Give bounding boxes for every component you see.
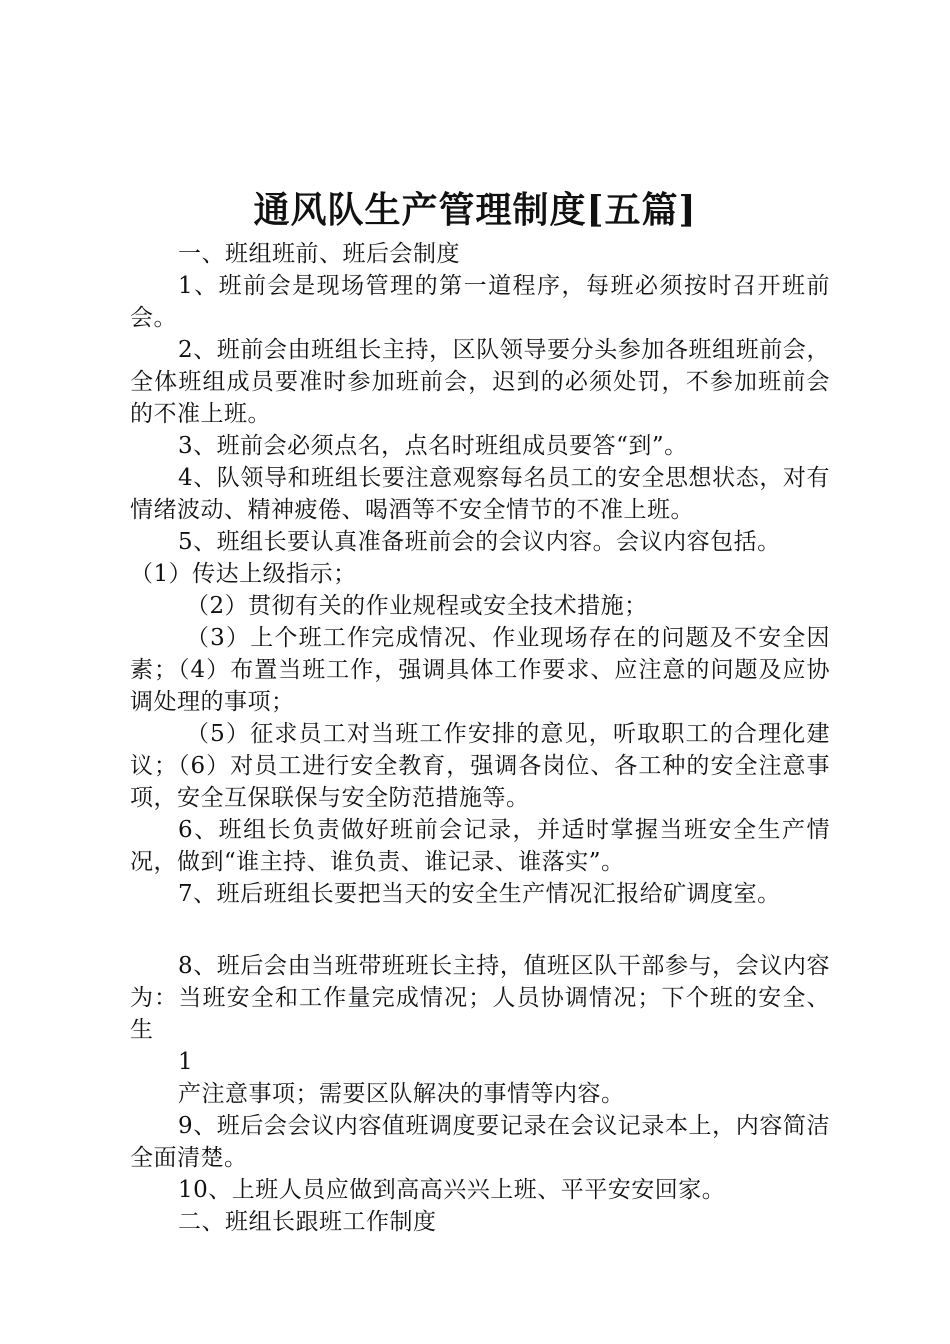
paragraph-1: 1、班前会是现场管理的第一道程序，每班必须按时召开班前会。	[130, 273, 830, 331]
blank-gap	[130, 910, 830, 950]
paragraph-9: 9、班后会会议内容值班调度要记录在会议记录本上，内容简洁全面清楚。	[130, 1113, 830, 1171]
paragraph-2: 2、班前会由班组长主持，区队领导要分头参加各班组班前会，全体班组成员要准时参加班前会，迟到的必须处罚，不参加班前会的不准上班。	[130, 337, 830, 427]
section-heading-1: 一、班组班前、班后会制度	[178, 241, 460, 267]
list-item-5-6: （5）征求员工对当班工作安排的意见，听取职工的合理化建议；（6）对员工进行安全教育，强调各岗位、各工种的安全注意事项，安全互保联保与安全防范措施等。	[130, 721, 830, 811]
document-title: 通风队生产管理制度[五篇]	[253, 189, 697, 231]
section-heading-2: 二、班组长跟班工作制度	[178, 1209, 437, 1235]
paragraph-3: 3、班前会必须点名，点名时班组成员要答“到”。	[178, 433, 688, 459]
paragraph-10: 10、上班人员应做到高高兴兴上班、平平安安回家。	[178, 1177, 726, 1203]
paragraph-5: 5、班组长要认真准备班前会的会议内容。会议内容包括。	[178, 529, 781, 555]
list-item-1: （1）传达上级指示；	[130, 561, 357, 587]
paragraph-6: 6、班组长负责做好班前会记录，并适时掌握当班安全生产情况，做到“谁主持、谁负责、谁记录、谁落实”。	[130, 817, 830, 875]
list-item-2: （2）贯彻有关的作业规程或安全技术措施；	[186, 593, 648, 619]
list-item-3-4: （3）上个班工作完成情况、作业现场存在的问题及不安全因素；（4）布置当班工作，强调具体工作要求、应注意的问题及应协调处理的事项；	[130, 625, 830, 715]
paragraph-8-continued: 产注意事项；需要区队解决的事情等内容。	[178, 1081, 625, 1107]
document-body	[130, 238, 830, 1238]
page-number: 1	[178, 1049, 194, 1075]
paragraph-7: 7、班后班组长要把当天的安全生产情况汇报给矿调度室。	[178, 881, 781, 907]
paragraph-4: 4、队领导和班组长要注意观察每名员工的安全思想状态，对有情绪波动、精神疲倦、喝酒等不安全情节的不准上班。	[130, 465, 830, 523]
paragraph-8: 8、班后会由当班带班班长主持，值班区队干部参与，会议内容为：当班安全和工作量完成情况；人员协调情况；下个班的安全、生	[130, 953, 830, 1043]
